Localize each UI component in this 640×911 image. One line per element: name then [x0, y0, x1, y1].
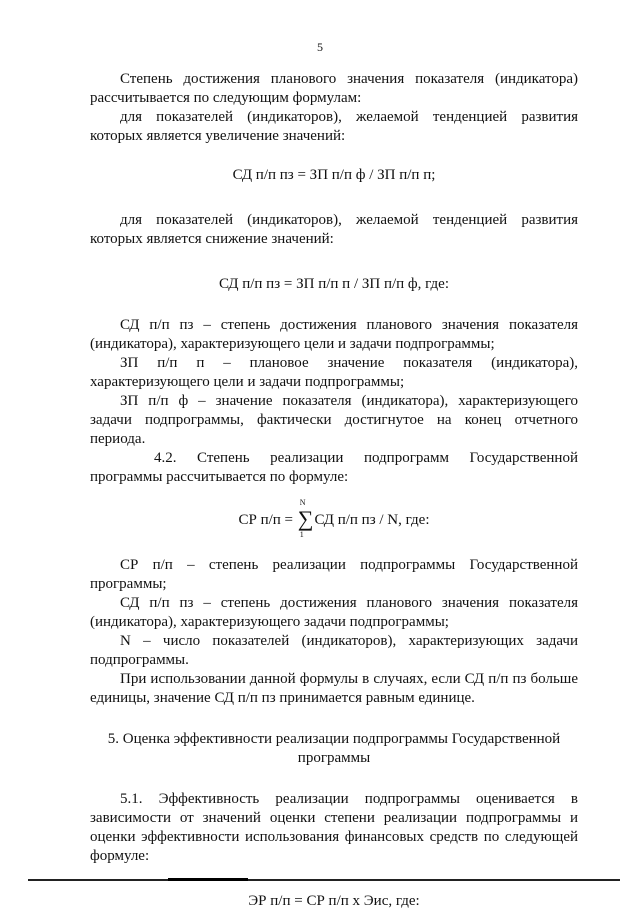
sigma-lower-limit: 1 [299, 530, 304, 539]
definition-zp-fact: ЗП п/п ф – значение показателя (индикатора), характеризующего задачи подпрограммы, фактически достигнутое на конец отчетного периода. [90, 393, 578, 447]
paragraph-section-4-2: 4.2. Степень реализации подпрограмм Государственной программы рассчитывается по формуле: [90, 450, 578, 485]
formula-sum [90, 498, 578, 539]
definition-sr: СР п/п – степень реализации подпрограммы Государственной программы; [90, 557, 578, 592]
paragraph-increase-case: для показателей (индикаторов), желаемой тенденцией развития которых является увеличение значений: [90, 109, 578, 144]
formula-increase: СД п/п пз = ЗП п/п ф / ЗП п/п п; [232, 167, 436, 183]
paragraph-section-5-1: 5.1. Эффективность реализации подпрограммы оценивается в зависимости от значений оценки степени реализации подпрограммы и оценки эффективности использования финансовых средств по следующей формуле: [90, 791, 578, 864]
paragraph-note: При использовании данной формулы в случаях, если СД п/п пз больше единицы, значение СД п/п пз принимается равным единице. [90, 671, 578, 706]
sigma-upper-limit: N [299, 498, 306, 507]
page-bottom-rule [28, 879, 620, 881]
definition-zp-plan: ЗП п/п п – плановое значение показателя (индикатора), характеризующего цели и задачи подпрограммы; [90, 355, 578, 390]
formula-sum-tail: , где: [398, 512, 430, 528]
paragraph-intro: Степень достижения планового значения показателя (индикатора) рассчитывается по следующим формулам: [90, 71, 578, 106]
definition-sd-2: СД п/п пз – степень достижения планового значения показателя (индикатора), характеризующего задачи подпрограммы; [90, 595, 578, 630]
definition-sd: СД п/п пз – степень достижения планового значения показателя (индикатора), характеризующего цели и задачи подпрограммы; [90, 317, 578, 352]
paragraph-decrease-case: для показателей (индикаторов), желаемой тенденцией развития которых является снижение значений: [90, 212, 578, 247]
page-number: 5 [317, 40, 323, 54]
definition-n: N – число показателей (индикаторов), характеризующих задачи подпрограммы. [90, 633, 578, 668]
formula-decrease: СД п/п пз = ЗП п/п п / ЗП п/п ф, где: [218, 276, 450, 292]
document-body [90, 70, 578, 911]
formula-efficiency: ЭР п/п = СР п/п х Эис, где: [248, 893, 420, 909]
section-heading-5: 5. Оценка эффективности реализации подпрограммы Государственной программы [107, 731, 561, 766]
formula-sum-left: СР п/п = [238, 512, 297, 528]
formula-sum-right: СД п/п пз / N [314, 512, 399, 528]
sigma-symbol: N ∑ 1 [297, 498, 314, 539]
